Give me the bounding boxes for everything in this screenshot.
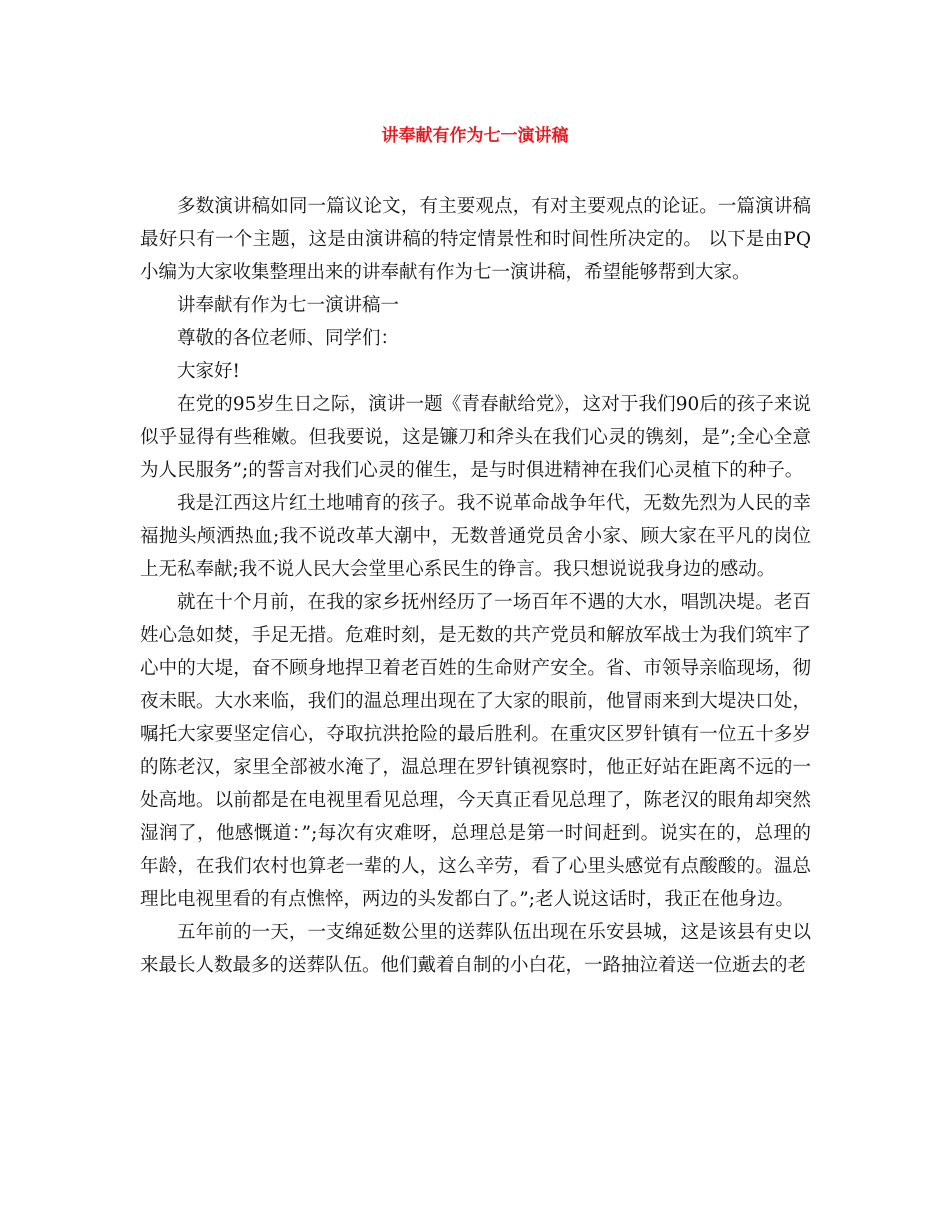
paragraph-body-1: 在党的95岁生日之际，演讲一题《青春献给党》，这对于我们90后的孩子来说似乎显得有些稚嫩。但我要说，这是镰刀和斧头在我们心灵的镌刻，是”;全心全意为人民服务”;的誓言对我们心灵的催生，是与时俱进精神在我们心灵植下的种子。 bbox=[140, 394, 811, 481]
paragraph-salutation: 尊敬的各位老师、同学们： bbox=[177, 328, 400, 349]
document-title: 讲奉献有作为七一演讲稿 bbox=[381, 126, 569, 146]
paragraph-intro: 多数演讲稿如同一篇议论文，有主要观点，有对主要观点的论证。一篇演讲稿最好只有一个主题，这是由演讲稿的特定情景性和时间性所决定的。 以下是由PQ小编为大家收集整理出来的讲奉献有作为七一演讲稿，希望能够帮到大家。 bbox=[140, 196, 811, 283]
paragraph-greeting: 大家好! bbox=[177, 361, 240, 382]
paragraph-body-3: 就在十个月前，在我的家乡抚州经历了一场百年不遇的大水，唱凯决堤。老百姓心急如焚，手足无措。危难时刻，是无数的共产党员和解放军战士为我们筑牢了心中的大堤，奋不顾身地捍卫着老百姓的生命财产安全。省、市领导亲临现场，彻夜未眠。大水来临，我们的温总理出现在了大家的眼前，他冒雨来到大堤决口处，嘱托大家要坚定信心，夺取抗洪抢险的最后胜利。在重灾区罗针镇有一位五十多岁的陈老汉，家里全部被水淹了，温总理在罗针镇视察时，他正好站在距离不远的一处高地。以前都是在电视里看见总理，今天真正看见总理了，陈老汉的眼角却突然湿润了，他感慨道：”;每次有灾难呀，总理总是第一时间赶到。说实在的，总理的年龄，在我们农村也算老一辈的人，这么辛劳，看了心里头感觉有点酸酸的。温总理比电视里看的有点憔悴，两边的头发都白了。”;老人说这话时，我正在他身边。 bbox=[140, 592, 811, 910]
paragraph-subtitle: 讲奉献有作为七一演讲稿一 bbox=[177, 295, 400, 316]
paragraph-body-2: 我是江西这片红土地哺育的孩子。我不说革命战争年代，无数先烈为人民的幸福抛头颅洒热血;我不说改革大潮中，无数普通党员舍小家、顾大家在平凡的岗位上无私奉献;我不说人民大会堂里心系民生的铮言。我只想说说我身边的感动。 bbox=[140, 493, 811, 580]
document-body bbox=[140, 190, 811, 982]
paragraph-body-4: 五年前的一天，一支绵延数公里的送葬队伍出现在乐安县城，这是该县有史以来最长人数最多的送葬队伍。他们戴着自制的小白花，一路抽泣着送一位逝去的老 bbox=[140, 922, 811, 976]
